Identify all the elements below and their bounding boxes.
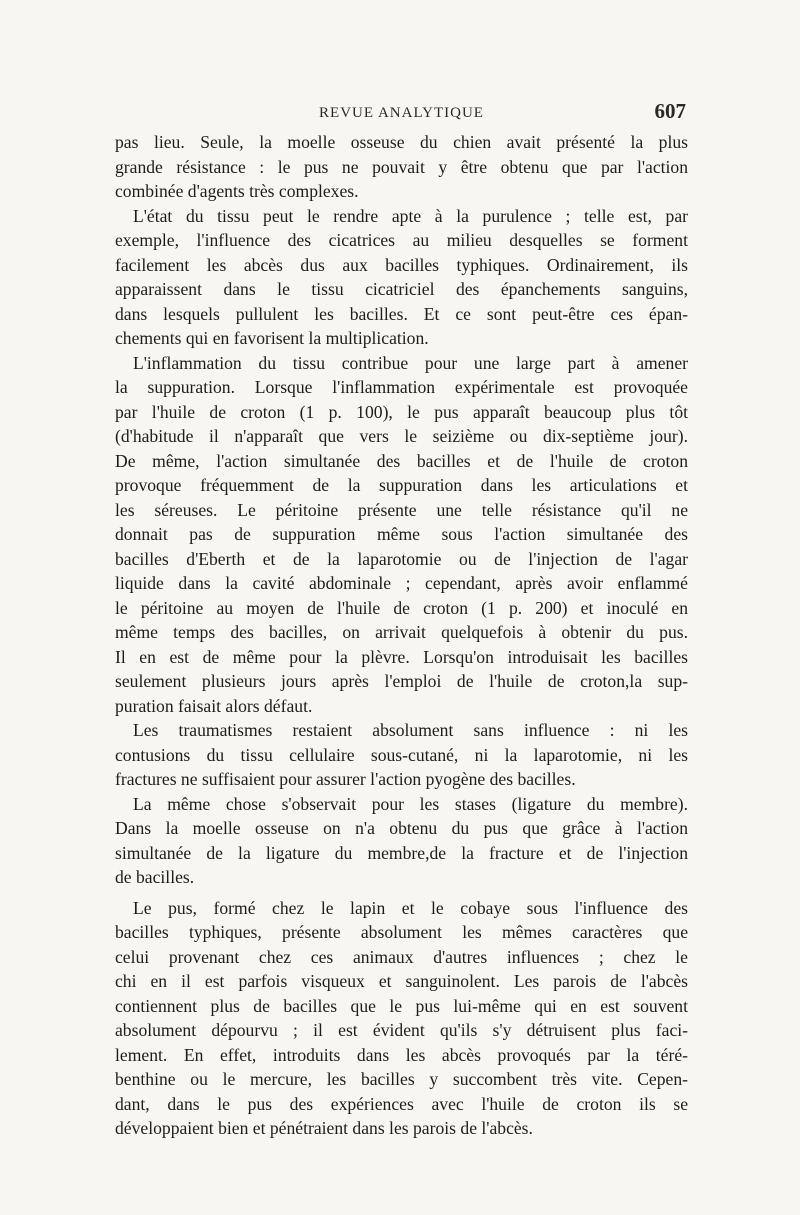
text-line: les séreuses. Le péritoine présente une telle résistance qu'il ne: [115, 499, 688, 520]
text-line: exemple, l'influence des cicatrices au milieu desquelles se forment: [115, 230, 688, 250]
paragraph: [115, 351, 688, 719]
text-line: le péritoine au moyen de l'huile de croton (1 p. 200) et inoculé en: [115, 597, 688, 618]
text-line: même temps des bacilles, on arrivait quelquefois à obtenir du pus.: [115, 622, 688, 642]
text-line: lement. En effet, introduits dans les abcès provoqués par la téré-: [115, 1044, 688, 1065]
text-line: L'état du tissu peut le rendre apte à la purulence ; telle est, par: [133, 205, 688, 226]
text-line: contiennent plus de bacilles que le pus lui-même qui en est souvent: [115, 995, 688, 1016]
text-line: chements qui en favorisent la multiplication.: [115, 328, 429, 348]
text-line: absolument dépourvu ; il est évident qu'ils s'y détruisent plus faci-: [115, 1020, 688, 1040]
text-line: liquide dans la cavité abdominale ; cependant, après avoir enflammé: [115, 573, 688, 593]
text-line: donnait pas de suppuration même sous l'action simultanée des: [115, 524, 688, 544]
text-line: dans lesquels pullulent les bacilles. Et ce sont peut-être ces épan-: [115, 303, 688, 324]
paragraph: [115, 130, 688, 204]
text-line: pas lieu. Seule, la moelle osseuse du chien avait présenté la plus: [115, 132, 688, 152]
text-line: combinée d'agents très complexes.: [115, 181, 359, 201]
text-line: grande résistance : le pus ne pouvait y être obtenu que par l'action: [115, 156, 688, 177]
page-header: [115, 99, 688, 127]
paragraph: [115, 792, 688, 890]
text-line: simultanée de la ligature du membre,de la fracture et de l'injection: [115, 842, 688, 863]
text-line: contusions du tissu cellulaire sous-cutané, ni la laparotomie, ni les: [115, 744, 688, 765]
text-line: Le pus, formé chez le lapin et le cobaye sous l'influence des: [133, 897, 688, 918]
text-line: bacilles d'Eberth et de la laparotomie ou de l'injection de l'agar: [115, 548, 688, 569]
page-number: 607: [654, 99, 686, 123]
text-line: L'inflammation du tissu contribue pour une large part à amener: [133, 352, 688, 373]
paragraph: [115, 896, 688, 1141]
paragraph: [115, 204, 688, 351]
text-line: celui provenant chez ces animaux d'autres influences ; chez le: [115, 946, 688, 967]
text-line: Dans la moelle osseuse on n'a obtenu du pus que grâce à l'action: [115, 818, 688, 838]
running-title: REVUE ANALYTIQUE: [319, 105, 484, 121]
text-line: dant, dans le pus des expériences avec l'huile de croton ils se: [115, 1093, 688, 1114]
text-line: bacilles typhiques, présente absolument les mêmes caractères que: [115, 922, 688, 942]
paragraph: [115, 718, 688, 792]
text-line: apparaissent dans le tissu cicatriciel des épanchements sanguins,: [115, 279, 688, 299]
text-line: (d'habitude il n'apparaît que vers le seizième ou dix-septième jour).: [115, 426, 688, 446]
text-line: puration faisait alors défaut.: [115, 695, 313, 716]
text-line: provoque fréquemment de la suppuration dans les articulations et: [115, 475, 688, 495]
text-line: chi en il est parfois visqueux et sanguinolent. Les parois de l'abcès: [115, 971, 688, 991]
text-line: seulement plusieurs jours après l'emploi de l'huile de croton,la sup-: [115, 671, 688, 691]
text-line: la suppuration. Lorsque l'inflammation expérimentale est provoquée: [115, 377, 688, 397]
text-line: développaient bien et pénétraient dans les parois de l'abcès.: [115, 1118, 533, 1138]
text-line: fractures ne suffisaient pour assurer l'action pyogène des bacilles.: [115, 769, 576, 789]
body-text: [115, 130, 688, 1141]
text-line: Les traumatismes restaient absolument sans influence : ni les: [133, 720, 688, 740]
text-line: De même, l'action simultanée des bacilles et de l'huile de croton: [115, 450, 688, 471]
text-line: La même chose s'observait pour les stases (ligature du membre).: [133, 793, 688, 814]
text-line: benthine ou le mercure, les bacilles y succombent très vite. Cepen-: [115, 1069, 688, 1089]
text-line: de bacilles.: [115, 867, 195, 887]
text-line: Il en est de même pour la plèvre. Lorsqu'on introduisait les bacilles: [115, 646, 688, 667]
text-line: facilement les abcès dus aux bacilles typhiques. Ordinairement, ils: [115, 254, 688, 275]
text-line: par l'huile de croton (1 p. 100), le pus apparaît beaucoup plus tôt: [115, 401, 688, 422]
